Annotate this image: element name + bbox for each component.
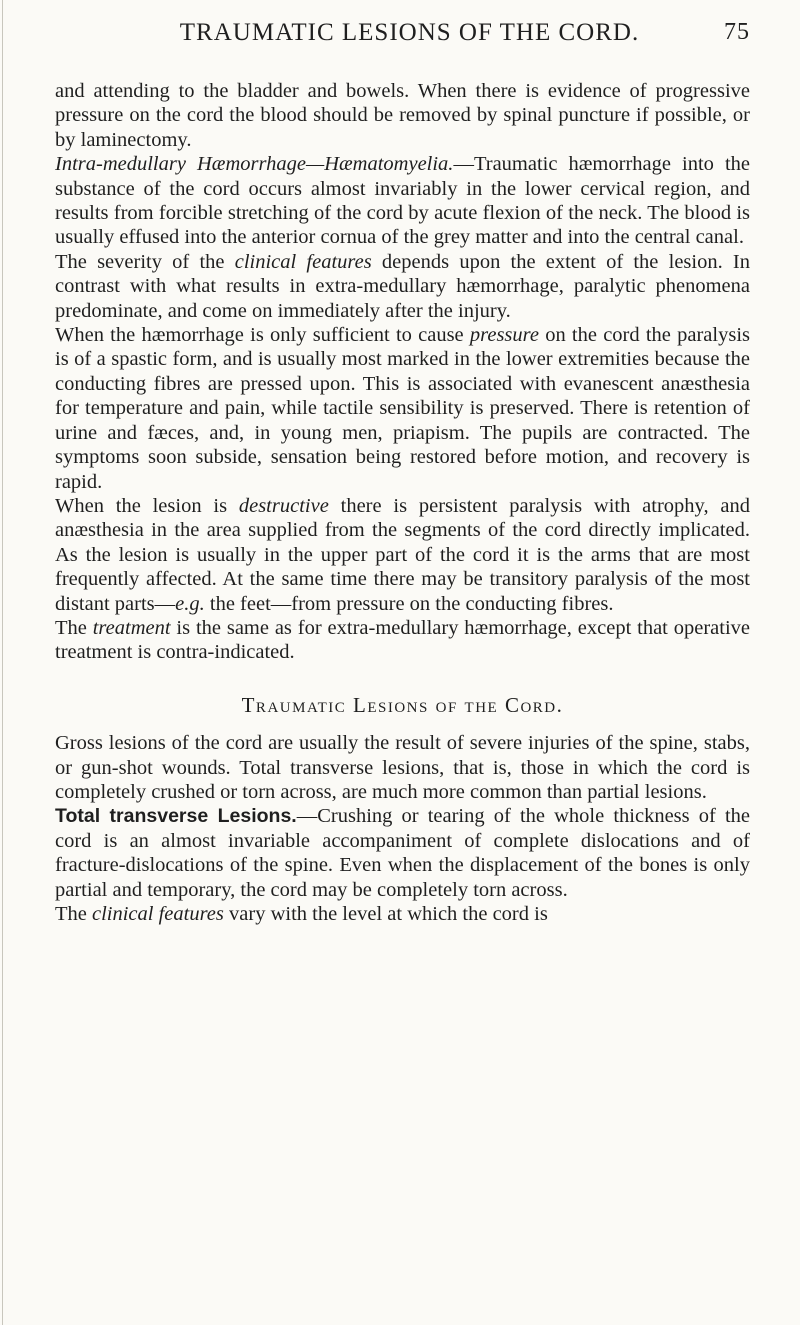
body-text xyxy=(55,79,750,926)
text-run: The xyxy=(55,616,93,639)
text-run: the feet—from pressure on the conducting fibres. xyxy=(204,592,614,615)
paragraph xyxy=(55,804,750,902)
text-run: depends upon the extent of the lesion. In contrast with what results in extra-medullary hæmorrhage, paralytic phenomena predominate, and come on immediately after the injury. xyxy=(55,250,751,322)
italic-run: Intra-medullary Hæmorrhage—Hæmatomyelia. xyxy=(55,153,454,176)
text-run: —Crushing or tearing of the whole thickness of the cord is an almost invariable accompaniment of complete dislocations and of fracture-dislocations of the spine. Even when the displacement of the bones is only partial and temporary, the cord may be completely torn across. xyxy=(55,805,750,901)
paragraph xyxy=(55,616,750,665)
section-heading: Traumatic Lesions of the Cord. xyxy=(241,692,564,717)
paragraph xyxy=(55,731,750,804)
page-number: 75 xyxy=(724,19,750,45)
page-header xyxy=(95,19,750,49)
paragraph xyxy=(55,250,750,323)
bold-run: Total transverse Lesions. xyxy=(55,805,297,828)
text-run: Gross lesions of the cord are usually the result of severe injuries of the spine, stabs, or gun-shot wounds. Total transverse lesions, that is, those in which the cord is completely crushed or torn across, are much more common than partial lesions. xyxy=(55,732,750,803)
page-edge-line xyxy=(2,0,3,1325)
paragraph xyxy=(55,152,750,250)
italic-run: pressure xyxy=(469,324,539,347)
paragraph xyxy=(55,902,750,926)
paragraph xyxy=(55,494,750,616)
text-run: is the same as for extra-medullary hæmorrhage, except that operative treatment is contra-indicated. xyxy=(55,616,750,664)
text-run: there is persistent paralysis with atrophy, and anæsthesia in the area supplied from the segments of the cord directly implicated. As the lesion is usually in the upper part of the cord it is the arms that are most frequently affected. At the same time there may be transitory paralysis of the most distant parts— xyxy=(55,494,750,615)
italic-run: e.g. xyxy=(175,592,205,615)
text-run: on the cord the paralysis is of a spastic form, and is usually most marked in the lower extremities because the conducting fibres are pressed upon. This is associated with evanescent anæsthesia for temperature and pain, while tactile sensibility is preserved. There is retention of urine and fæces, and, in young men, priapism. The pupils are contracted. The symptoms soon subside, sensation being restored before motion, and recovery is rapid. xyxy=(55,324,750,493)
text-run: and attending to the bladder and bowels. When there is evidence of progressive pressure on the cord the blood should be removed by spinal puncture if possible, or by laminectomy. xyxy=(55,80,750,151)
paragraph-group-traumatic-lesions xyxy=(55,731,750,926)
running-title: TRAUMATIC LESIONS OF THE CORD. xyxy=(179,19,640,46)
text-run: When the hæmorrhage is only sufficient to cause xyxy=(55,324,470,347)
paragraph xyxy=(55,323,750,494)
text-run: The severity of the xyxy=(55,250,235,273)
italic-run: treatment xyxy=(92,616,171,639)
text-run: The xyxy=(55,903,92,925)
paragraph xyxy=(55,79,750,152)
italic-run: destructive xyxy=(238,494,329,517)
italic-run: clinical features xyxy=(234,250,372,273)
paragraph-group-haemorrhage xyxy=(55,79,750,665)
text-run: vary with the level at which the cord is xyxy=(223,903,548,925)
text-run: —Traumatic hæmorrhage into the substance of the cord occurs almost invariably in the lower cervical region, and results from forcible stretching of the cord by acute flexion of the neck. The blood is usually effused into the anterior cornua of the grey matter and into the central canal. xyxy=(55,153,750,249)
text-run: When the lesion is xyxy=(55,494,239,517)
italic-run: clinical features xyxy=(92,903,224,925)
